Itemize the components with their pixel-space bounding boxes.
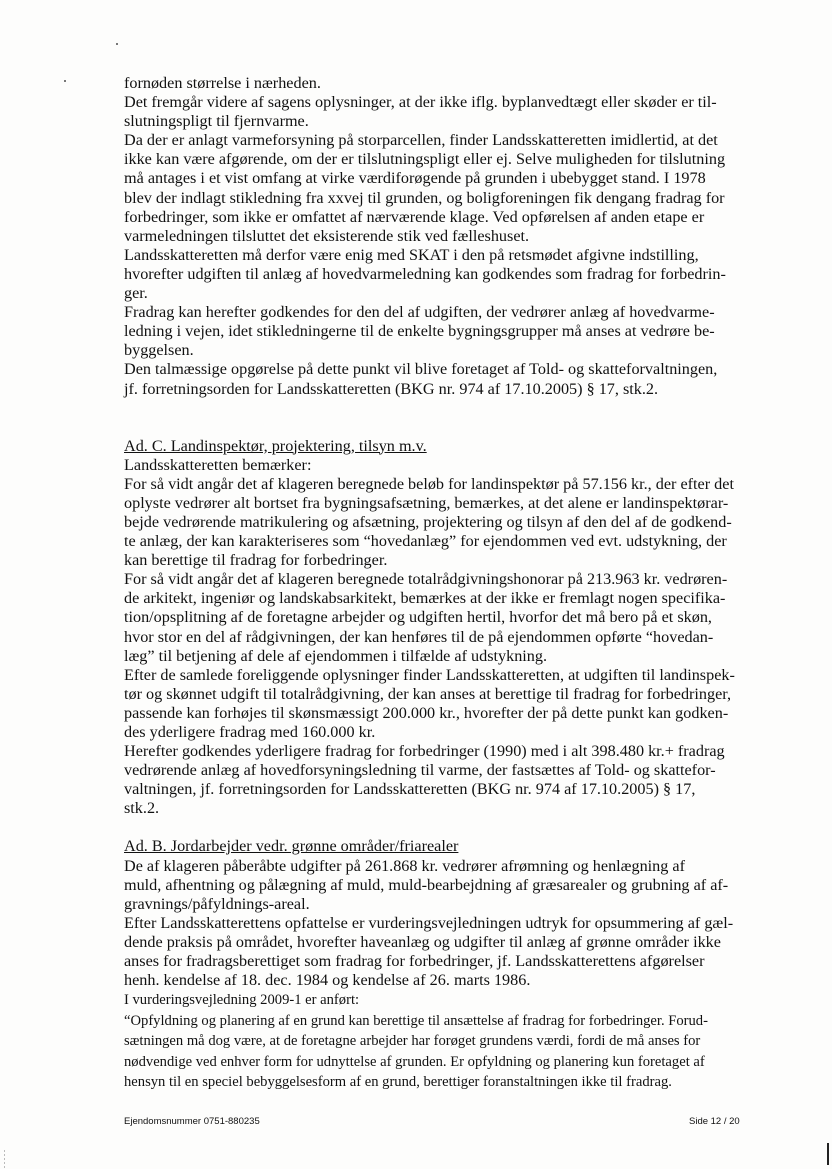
text-line: forbedringer, som ikke er omfattet af nærværende klage. Ved opførelsen af anden etape er: [124, 207, 705, 226]
section-heading-b: Ad. B. Jordarbejder vedr. grønne områder/friarealer: [124, 837, 459, 856]
quoted-guideline-block: [124, 990, 764, 1093]
text-line: byggelsen.: [124, 341, 194, 360]
text-line: Efter Landsskatterettens opfattelse er vurderingsvejledningen udtryk for opsummering af gæl-: [124, 913, 734, 932]
text-line: Det fremgår videre af sagens oplysninger, at der ikke iflg. byplanvedtægt eller skøder er til-: [124, 93, 717, 112]
text-line: ger.: [124, 284, 148, 303]
text-line: anses for fradragsberettiget som fradrag for forbedringer, jf. Landsskatterettens afgørelser: [124, 952, 705, 971]
text-line: vedrørende anlæg af hovedforsyningsledning til varme, der fastsættes af Told- og skattefor-: [124, 761, 716, 780]
text-line: hvorefter udgiften til anlæg af hovedvarmeledning kan godkendes som fradrag for forbedrin-: [124, 264, 726, 283]
paragraph-block-1: [124, 74, 764, 399]
text-line: slutningspligt til fjernvarme.: [124, 112, 309, 131]
text-line: Efter de samlede foreliggende oplysninger finder Landsskatteretten, at udgiften til landinspek-: [124, 665, 735, 684]
text-line: blev der indlagt stikledning fra xxvej til grunden, og boligforeningen fik dengang fradrag for: [124, 188, 725, 207]
text-line: passende kan forhøjes til skønsmæssigt 200.000 kr., hvorefter der på dette punkt kan godken-: [124, 703, 729, 722]
text-line: Landsskatteretten bemærker:: [124, 455, 312, 474]
footer-page-number: Side 12 / 20: [689, 1116, 740, 1127]
scan-edge-mark: [827, 1143, 829, 1165]
text-line: gravnings/påfyldnings-areal.: [124, 894, 310, 913]
text-line: hvor stor en del af rådgivningen, der kan henføres til de på ejendommen opførte “hovedan-: [124, 627, 714, 646]
text-line: des yderligere fradrag med 160.000 kr.: [124, 723, 376, 741]
text-line: ikke kan være afgørende, om der er tilslutningspligt eller ej. Selve muligheden for tilslutning: [124, 150, 726, 169]
text-line: fornøden størrelse i nærheden.: [124, 74, 321, 92]
text-line: Landsskatteretten må derfor være enig med SKAT i den på retsmødet afgivne indstilling,: [124, 245, 699, 264]
scan-speck: [116, 43, 118, 45]
text-line: jf. forretningsorden for Landsskatteretten (BKG nr. 974 af 17.10.2005) § 17, stk.2.: [124, 379, 659, 398]
text-line: henh. kendelse af 18. dec. 1984 og kendelse af 26. marts 1986.: [124, 971, 531, 990]
scan-speck: [64, 80, 66, 82]
text-line: nødvendige ved enhver form for udnyttelse af grunden. Er opfyldning og planering kun foretaget af: [124, 1053, 705, 1070]
paragraph-block-2: [124, 456, 764, 819]
text-line: hensyn til en speciel bebyggelsesform af en grund, berettiger foranstaltningen ikke til fradrag.: [124, 1074, 672, 1091]
text-line: Da der er anlagt varmeforsyning på storparcellen, finder Landsskatteretten imidlertid, at det: [124, 131, 718, 150]
text-line: læg” til betjening af dele af ejendommen i tilfælde af udstykning.: [124, 646, 548, 665]
text-line: sætningen må dog være, at de foretagne arbejder har forøget grundens værdi, fordi de må anses for: [124, 1033, 701, 1050]
text-line: de arkitekt, ingeniør og landskabsarkitekt, bemærkes at der ikke er fremlagt nogen specifika-: [124, 589, 726, 608]
text-line: For så vidt angår det af klageren beregnede totalrådgivningshonorar på 213.963 kr. vedrøren-: [124, 570, 728, 589]
text-line: dende praksis på området, hvorefter haveanlæg og udgifter til anlæg af grønne områder ikke: [124, 932, 721, 951]
text-line: Den talmæssige opgørelse på dette punkt vil blive foretaget af Told- og skatteforvaltningen,: [124, 360, 718, 379]
text-line: varmeledningen tilsluttet det eksisterende stik ved fælleshuset.: [124, 226, 530, 245]
text-line: De af klageren påberåbte udgifter på 261.868 kr. vedrører afrømning og henlægning af: [124, 856, 685, 875]
text-line: må antages i et vist omfang at virke værdiforøgende på grunden i ubebygget stand. I 1978: [124, 169, 706, 188]
text-line: bejde vedrørende matrikulering og afsætning, projektering og tilsyn af den del af de godkend-: [124, 512, 732, 531]
text-line: valtningen, jf. forretningsorden for Landsskatteretten (BKG nr. 974 af 17.10.2005) § 17,: [124, 780, 696, 799]
section-heading-c: Ad. C. Landinspektør, projektering, tilsyn m.v.: [124, 436, 427, 455]
text-line: tør og skønnet udgift til totalrådgivning, der kan anses at berettige til fradrag for forbedringer,: [124, 684, 732, 703]
text-line: kan berettige til fradrag for forbedringer.: [124, 551, 388, 570]
text-line: For så vidt angår det af klageren beregnede beløb for landinspektør på 57.156 kr., der efter det: [124, 474, 734, 493]
text-line: Herefter godkendes yderligere fradrag for forbedringer (1990) med i alt 398.480 kr.+ fradrag: [124, 742, 725, 761]
text-line: oplyste vedrører alt bortset fra bygningsafsætning, bemærkes, at det alene er landinspektørar-: [124, 493, 729, 512]
text-line: te anlæg, der kan karakteriseres som “hovedanlæg” for ejendommen ved evt. udstykning, der: [124, 532, 727, 551]
paragraph-block-3: [124, 857, 764, 991]
text-line: Fradrag kan herefter godkendes for den del af udgiften, der vedrører anlæg af hovedvarme-: [124, 303, 715, 322]
text-line: tion/opsplitning af de foretagne arbejder og udgiften hertil, hvorfor det må bero på et skøn,: [124, 608, 712, 627]
text-line: stk.2.: [124, 799, 160, 818]
scan-edge-mark: [4, 1150, 5, 1168]
text-line: “Opfyldning og planering af en grund kan berettige til ansættelse af fradrag for forbedringer. Forud-: [124, 1012, 708, 1029]
footer-property-number: Ejendomsnummer 0751-880235: [124, 1116, 260, 1127]
text-line: ledning i vejen, idet stikledningerne til de enkelte bygningsgrupper må anses at vedrøre be-: [124, 322, 715, 341]
document-body: [124, 74, 764, 1093]
text-line: muld, afhentning og pålægning af muld, muld-bearbejdning af græsarealer og grubning af af-: [124, 875, 729, 894]
text-line: I vurderingsvejledning 2009-1 er anført:: [124, 992, 360, 1009]
